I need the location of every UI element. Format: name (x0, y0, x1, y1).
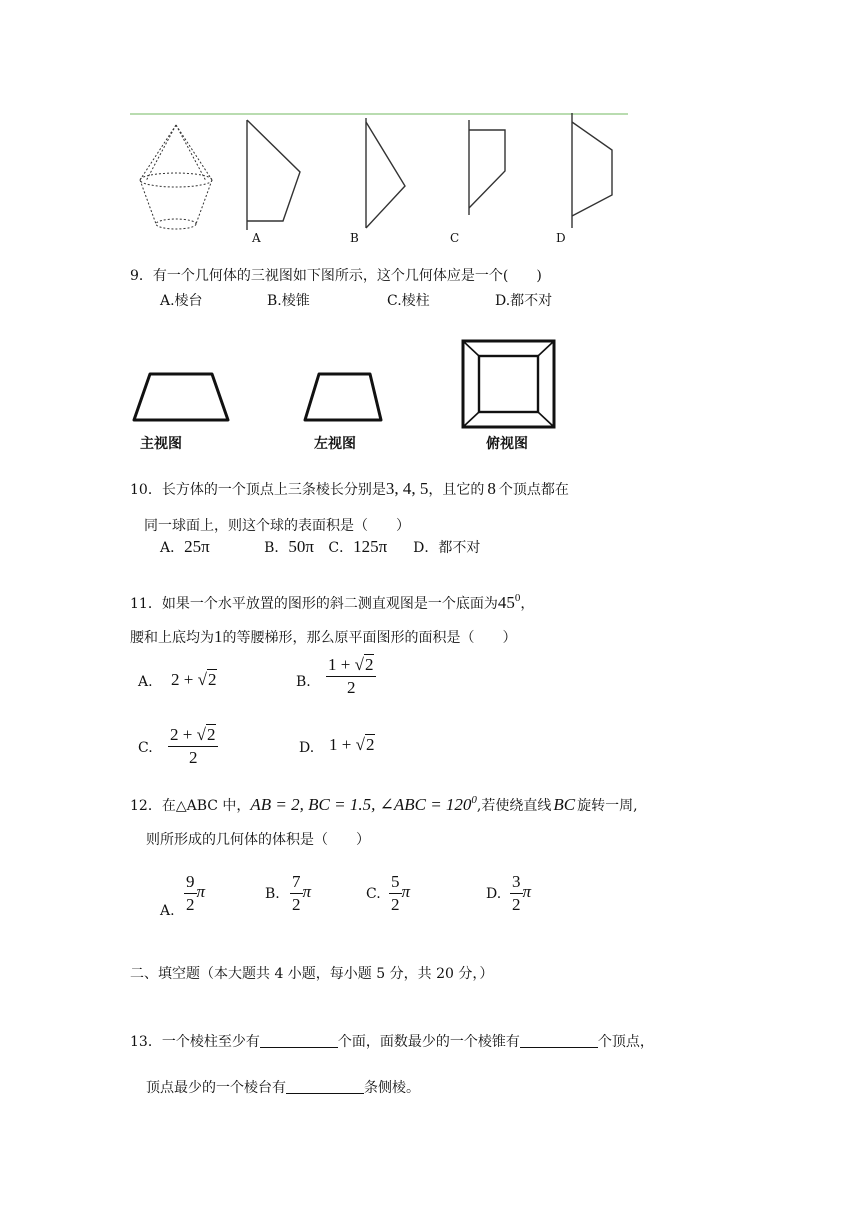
q13-line1 (130, 1031, 654, 1051)
q11-option-c-letter: C. (138, 740, 153, 756)
q10-options (160, 537, 480, 557)
q13-part-5: 条侧棱。 (364, 1080, 420, 1096)
q11-option-d-value: 1 + √2 (329, 735, 375, 754)
option-d-shape (572, 113, 612, 228)
q13-blank-2[interactable] (520, 1033, 598, 1048)
q9-option-b: B.棱锥 (267, 293, 310, 309)
q9-option-a: A.棱台 (160, 293, 203, 309)
q9-option-c: C.棱柱 (387, 293, 430, 309)
q9-stem: 9．有一个几何体的三视图如下图所示，这个几何体应是一个( ) (130, 268, 542, 284)
front-view-trapezoid (134, 374, 228, 420)
q11-option-c-fraction: $\frac{2 + √2}{2}$ (168, 725, 218, 767)
q10-stem-a: 10．长方体的一个顶点上三条棱长分别是 (130, 482, 386, 498)
q11-option-a-letter: A. (138, 674, 153, 690)
q11-option-a-value: 2 + √2 (171, 670, 217, 689)
q12-stem-c: 旋转一周, (577, 798, 638, 814)
q12-stem-line1 (130, 794, 638, 815)
q11-line2-b: 的等腰梯形，那么原平面图形的面积是（ ） (222, 630, 517, 646)
top-view-square (463, 341, 554, 427)
q12-option-d-letter: D. (486, 886, 502, 902)
option-c-shape (469, 120, 505, 215)
q13-line2 (146, 1077, 420, 1097)
q8-label-d: D (556, 231, 566, 245)
side-view-label: 左视图 (314, 436, 356, 452)
q11-angle: $45^0$ (497, 592, 521, 612)
front-view-label: 主视图 (140, 436, 182, 452)
q11-line2-a: 腰和上底均为 (130, 630, 214, 646)
q8-label-a: A (252, 231, 261, 245)
q10-option-b-value: 50π (288, 537, 315, 556)
q10-option-d: D．都不对 (413, 540, 481, 556)
section-2-title: 二、填空题（本大题共 4 小题，每小题 5 分，共 20 分，） (130, 966, 494, 982)
q11-option-d-letter: D. (299, 740, 315, 756)
q10-edge-lengths: 3, 4, 5 (385, 479, 429, 498)
q13-blank-3[interactable] (286, 1079, 364, 1094)
q12-stem-b: ,若使绕直线 (476, 798, 552, 814)
q12-option-b-letter: B. (265, 886, 280, 902)
q12-option-a-value: $\frac{9}{2}$ π (186, 872, 206, 914)
q11-stem-line1 (130, 592, 534, 613)
q10-stem-b: ，且它的 (428, 482, 485, 498)
q12-line-bc: BC (553, 795, 576, 814)
q12-option-b-value: $\frac{7}{2}$ π (292, 872, 312, 914)
side-view-trapezoid (305, 374, 381, 420)
q13-part-2: 个面，面数最少的一个棱锥有 (337, 1034, 520, 1050)
q9-three-views-svg (0, 330, 860, 470)
q10-stem-c: 个顶点都在 (498, 482, 569, 498)
q9-option-d: D.都不对 (495, 293, 553, 309)
q12-stem-a: 12．在△ABC 中， (130, 798, 251, 814)
q10-option-c-letter: C． (328, 540, 354, 556)
q11-option-b-fraction: $\frac{1 + √2}{2}$ (326, 655, 376, 697)
q12-condition: AB = 2, BC = 1.5, ∠ABC = $120^0$ (250, 794, 477, 814)
top-view-label: 俯视图 (486, 436, 528, 452)
q10-option-c-value: 125π (353, 537, 388, 556)
q8-label-b: B (350, 231, 359, 245)
q8-label-c: C (450, 231, 460, 245)
q10-vertex-count: 8 (487, 479, 496, 498)
q12-option-a-letter: A. (160, 903, 175, 919)
q13-part-1: 13．一个棱柱至少有 (130, 1034, 260, 1050)
q13-part-4: 顶点最少的一个棱台有 (146, 1080, 286, 1096)
option-a-shape (247, 120, 300, 230)
q12-option-c-value: $\frac{5}{2}$ π (391, 872, 411, 914)
q12-stem-line2: 则所形成的几何体的体积是（ ） (146, 832, 370, 848)
option-b-shape (366, 118, 405, 228)
q10-option-a-value: 25π (184, 537, 210, 556)
q13-blank-1[interactable] (260, 1033, 338, 1048)
q10-option-b-letter: B． (264, 540, 289, 556)
q13-part-3: 个顶点， (597, 1034, 654, 1050)
q10-option-a-letter: A． (160, 540, 185, 556)
q8-figure-svg (0, 0, 860, 260)
q12-option-d-value: $\frac{3}{2}$ π (512, 872, 532, 914)
q11-stem-a: 11．如果一个水平放置的图形的斜二测直观图是一个底面为 (130, 596, 498, 612)
cone-frustum-solid (140, 125, 212, 229)
q12-option-c-letter: C. (366, 886, 381, 902)
q11-stem-line2 (130, 627, 517, 647)
q11-stem-b: ， (520, 596, 535, 612)
q10-stem-line2: 同一球面上，则这个球的表面积是（ ） (144, 518, 410, 534)
q11-length-one: 1 (214, 627, 223, 646)
q11-option-b-letter: B. (296, 674, 311, 690)
q10-stem-line1 (130, 479, 569, 499)
